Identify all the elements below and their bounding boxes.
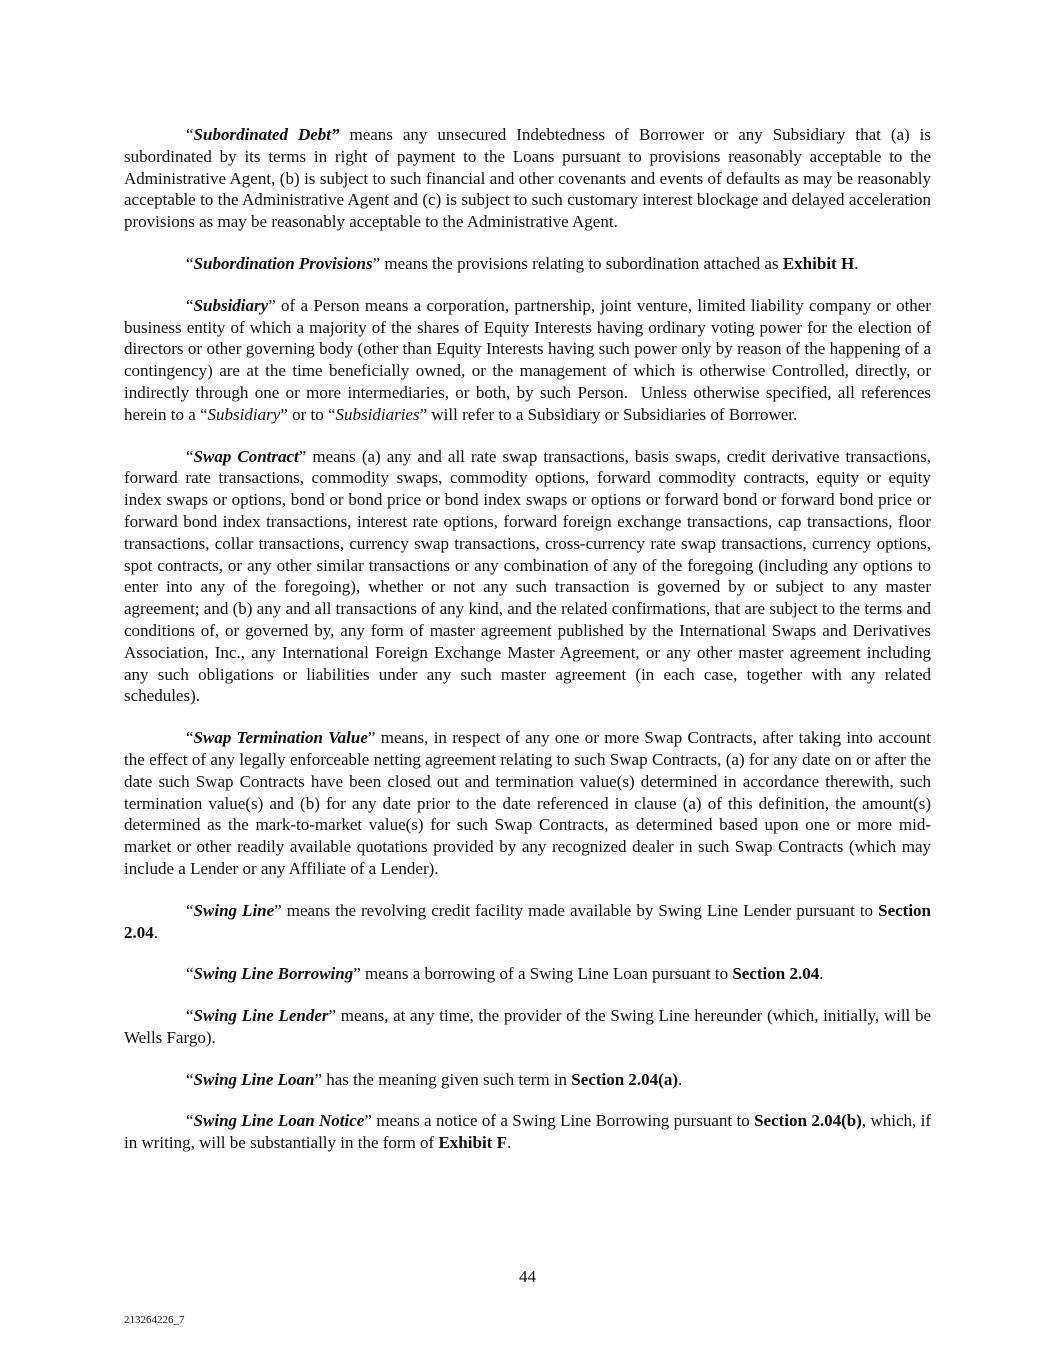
defined-term: Swing Line Lender (193, 1006, 329, 1026)
cross-reference: Exhibit F (438, 1133, 507, 1153)
italic-term: Subsidiaries (335, 404, 420, 424)
definitions-list (124, 124, 931, 1154)
definition-paragraph (124, 900, 931, 944)
cross-reference: Exhibit H (782, 253, 855, 273)
definition-paragraph (124, 1110, 931, 1154)
definition-text: ” means, in respect of any one or more Swap Contracts, after taking into account the effect of any legally enforceable netting agreement relating to such Swap Contracts, (a) for any date on or after the date such Swap Contracts have been closed out and termination value(s) determined in accordance therewith, such termination value(s) and (b) for any date prior to the date referenced in clause (a) of this definition, the amount(s) determined as the mark-to-market value(s) for such Swap Contracts, as determined based upon one or more mid-market or other readily available quotations provided by any recognized dealer in such Swap Contracts (which may include a Lender or any Affiliate of a Lender). (124, 728, 931, 878)
definition-text: . (506, 1133, 512, 1153)
definition-text: . (678, 1069, 683, 1089)
defined-term-wrapper (194, 296, 269, 315)
defined-term: Subsidiary (193, 295, 269, 315)
defined-term-wrapper (194, 447, 299, 466)
cross-reference: Section 2.04(a) (571, 1069, 679, 1089)
page-number: 44 (519, 1267, 536, 1286)
defined-term: Swap Termination Value (193, 728, 368, 748)
definition-text: “ (186, 1006, 194, 1026)
defined-term-wrapper (194, 1006, 329, 1025)
definition-text: “ (186, 295, 194, 315)
definition-text: . (153, 922, 158, 942)
definition-text: “ (186, 1069, 194, 1089)
definition-paragraph (124, 253, 931, 275)
defined-term-wrapper (194, 1111, 365, 1130)
document-id: 213264226_7 (124, 1314, 185, 1326)
definition-text: ” or to “ (280, 404, 336, 424)
definition-text: “ (186, 253, 194, 273)
definition-paragraph (124, 295, 931, 426)
definition-text: “ (186, 964, 194, 984)
definition-paragraph (124, 1005, 931, 1049)
definition-text: ” has the meaning given such term in (314, 1069, 572, 1089)
definition-text: ” of a Person means a corporation, partnership, joint venture, limited liability company or other business entity of which a majority of the shares of Equity Interests having ordinary voting power for the election of directors or other governing body (other than Equity Interests having such power only by reason of the happening of a contingency) are at the time beneficially owned, or the management of which is otherwise Controlled, directly, or indirectly through one or more intermediaries, or both, by such Person. Unless otherwise specified, all references herein to a “ (124, 295, 931, 424)
defined-term-wrapper (194, 901, 275, 920)
definition-text: “ (186, 1111, 194, 1131)
definition-paragraph (124, 963, 931, 985)
defined-term-wrapper (194, 1070, 315, 1089)
definition-text: “ (186, 728, 194, 748)
definition-text: ” means, at any time, the provider of the Swing Line hereunder (which, initially, will be Wells Fargo). (124, 1006, 932, 1047)
definition-paragraph (124, 446, 931, 708)
defined-term: Subordinated Debt” (193, 125, 340, 144)
defined-term: Swing Line Loan (193, 1069, 315, 1089)
definition-paragraph (124, 727, 931, 880)
definition-paragraph (124, 1069, 931, 1091)
definition-text: “ (186, 900, 194, 920)
definition-text: means any unsecured Indebtedness of Borrower or any Subsidiary that (a) is subordinated by its terms in right of payment to the Loans pursuant to provisions reasonably acceptable to the Administrative Agent, (b) is subject to such financial and other covenants and events of defaults as may be reasonably acceptable to the Administrative Agent and (c) is subject to such customary interest blockage and delayed acceleration provisions as may be reasonably acceptable to the Administrative Agent. (124, 125, 931, 232)
defined-term: Swing Line Loan Notice (193, 1111, 365, 1131)
italic-term: Subsidiary (207, 404, 281, 424)
definition-text: ” means the revolving credit facility made available by Swing Line Lender pursuant to (274, 900, 879, 920)
definition-text: “ (186, 125, 194, 144)
defined-term-wrapper (194, 254, 373, 273)
defined-term-wrapper (194, 964, 354, 983)
defined-term-wrapper (194, 125, 340, 144)
definition-text: ” means the provisions relating to subordination attached as (372, 253, 783, 273)
cross-reference: Section 2.04(b) (754, 1111, 862, 1131)
definition-text: “ (186, 446, 194, 466)
cross-reference: Section 2.04 (124, 900, 931, 942)
defined-term: Swing Line (193, 900, 275, 920)
definition-text: ” means a borrowing of a Swing Line Loan pursuant to (353, 964, 733, 984)
cross-reference: Section 2.04 (732, 964, 820, 984)
defined-term-wrapper (194, 728, 368, 747)
definition-text: , which, if in writing, will be substantially in the form of (124, 1111, 932, 1153)
definition-text: . (854, 253, 859, 273)
definition-paragraph (124, 124, 931, 233)
defined-term: Swing Line Borrowing (193, 964, 354, 984)
definition-text: ” will refer to a Subsidiary or Subsidiaries of Borrower. (419, 404, 798, 424)
document-body (124, 124, 931, 1174)
definition-text: ” means a notice of a Swing Line Borrowing pursuant to (364, 1111, 755, 1131)
definition-text: ” means (a) any and all rate swap transactions, basis swaps, credit derivative transactions, forward rate transactions, commodity swaps, commodity options, forward commodity contracts, equity or equity index swaps or options, bond or bond price or bond index swaps or options or forward bond or forward bond price or forward bond index transactions, interest rate options, forward foreign exchange transactions, cap transactions, floor transactions, collar transactions, currency swap transactions, cross-currency rate swap transactions, currency options, spot contracts, or any other similar transactions or any combination of any of the foregoing (including any options to enter into any of the foregoing), whether or not any such transaction is governed by or subject to any master agreement; and (b) any and all transactions of any kind, and the related confirmations, that are subject to the terms and conditions of, or governed by, any form of master agreement published by the International Swaps and Derivatives Association, Inc., any International Foreign Exchange Master Agreement, or any other master agreement including any such obligations or liabilities under any such master agreement (in each case, together with any related schedules). (124, 446, 931, 706)
definition-text: . (819, 964, 824, 984)
defined-term: Swap Contract (193, 446, 299, 466)
defined-term: Subordination Provisions (193, 253, 373, 273)
